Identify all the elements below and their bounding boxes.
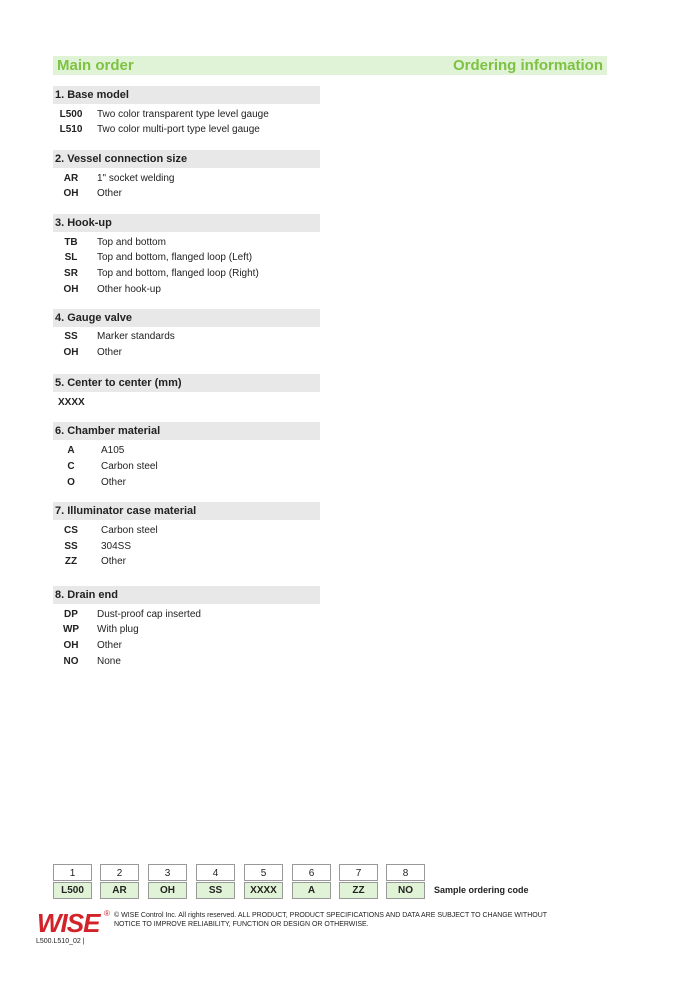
- section-title-illuminator-case: 7. Illuminator case material: [53, 502, 320, 520]
- sample-code-box: L500: [53, 882, 92, 899]
- option-code: C: [67, 461, 75, 472]
- position-number-box: 7: [339, 864, 378, 881]
- option-code: SS: [64, 541, 78, 552]
- section-title-base-model: 1. Base model: [53, 86, 320, 104]
- option-desc: Marker standards: [97, 331, 175, 342]
- option-code: O: [67, 477, 75, 488]
- section-title-gauge-valve: 4. Gauge valve: [53, 309, 320, 327]
- sample-code-box: OH: [148, 882, 187, 899]
- option-desc: Other hook-up: [97, 284, 161, 295]
- registered-mark: ®: [104, 909, 110, 918]
- sample-code-box: AR: [100, 882, 139, 899]
- option-desc: Top and bottom, flanged loop (Left): [97, 252, 253, 263]
- main-order-title: Main order: [57, 57, 134, 74]
- section-title-center-to-center: 5. Center to center (mm): [53, 374, 320, 392]
- copyright-notice: [114, 911, 614, 929]
- option-code: OH: [63, 284, 79, 295]
- section-title-chamber-material: 6. Chamber material: [53, 422, 320, 440]
- position-number-box: 2: [100, 864, 139, 881]
- option-desc: A105: [101, 445, 125, 456]
- sample-code-box: ZZ: [339, 882, 378, 899]
- option-code: TB: [64, 237, 78, 248]
- position-number-box: 3: [148, 864, 187, 881]
- option-desc: Other: [97, 640, 123, 651]
- option-code: DP: [64, 609, 78, 620]
- section-title-vessel-connection: 2. Vessel connection size: [53, 150, 320, 168]
- position-number-box: 6: [292, 864, 331, 881]
- sample-code-box: A: [292, 882, 331, 899]
- option-desc: Top and bottom: [97, 237, 166, 248]
- logo-text: WISE: [37, 908, 100, 936]
- option-code: L510: [59, 124, 83, 135]
- sample-code-box: SS: [196, 882, 235, 899]
- option-code: SR: [64, 268, 78, 279]
- position-number-box: 5: [244, 864, 283, 881]
- option-desc: Other: [97, 188, 123, 199]
- option-desc: 304SS: [101, 541, 132, 552]
- document-id: L500.L510_02 |: [36, 938, 85, 945]
- option-desc: Two color multi-port type level gauge: [97, 124, 260, 135]
- sample-code-box: XXXX: [244, 882, 283, 899]
- option-desc: Other: [101, 477, 127, 488]
- document-id-text: L500.L510_02: [36, 938, 81, 945]
- option-code: OH: [63, 188, 79, 199]
- option-desc: Top and bottom, flanged loop (Right): [97, 268, 259, 279]
- option-desc: With plug: [97, 624, 139, 635]
- position-number-box: 4: [196, 864, 235, 881]
- position-number-box: 8: [386, 864, 425, 881]
- option-desc: None: [97, 656, 121, 667]
- option-code: ZZ: [64, 556, 78, 567]
- ordering-information-title: Ordering information: [453, 57, 603, 74]
- sample-code-box: NO: [386, 882, 425, 899]
- option-code: OH: [63, 640, 79, 651]
- sample-ordering-code-label: Sample ordering code: [434, 885, 529, 895]
- copyright-line: © WISE Control Inc. All rights reserved. ALL PRODUCT, PRODUCT SPECIFICATIONS AND DATA ARE SUBJECT TO CHANGE WITHOUT: [114, 912, 548, 919]
- option-code: CS: [64, 525, 78, 536]
- option-code: OH: [63, 347, 79, 358]
- page-header: [53, 56, 607, 75]
- option-desc: Carbon steel: [101, 525, 158, 536]
- option-code: SL: [64, 252, 78, 263]
- option-desc: Carbon steel: [101, 461, 158, 472]
- option-desc: 1" socket welding: [97, 173, 175, 184]
- option-code: AR: [63, 173, 79, 184]
- option-code: SS: [64, 331, 78, 342]
- option-desc: Other: [97, 347, 123, 358]
- option-desc: Other: [101, 556, 127, 567]
- option-desc: Dust-proof cap inserted: [97, 609, 201, 620]
- section-title-drain-end: 8. Drain end: [53, 586, 320, 604]
- option-code: L500: [59, 109, 83, 120]
- center-to-center-value: XXXX: [58, 397, 85, 408]
- section-title-hook-up: 3. Hook-up: [53, 214, 320, 232]
- wise-logo: [36, 906, 116, 936]
- copyright-line: NOTICE TO IMPROVE RELIABILITY, FUNCTION OR DESIGN OR OTHERWISE.: [114, 921, 369, 928]
- option-desc: Two color transparent type level gauge: [97, 109, 269, 120]
- option-code: NO: [63, 656, 79, 667]
- option-code: WP: [62, 624, 80, 635]
- option-code: A: [67, 445, 75, 456]
- position-number-box: 1: [53, 864, 92, 881]
